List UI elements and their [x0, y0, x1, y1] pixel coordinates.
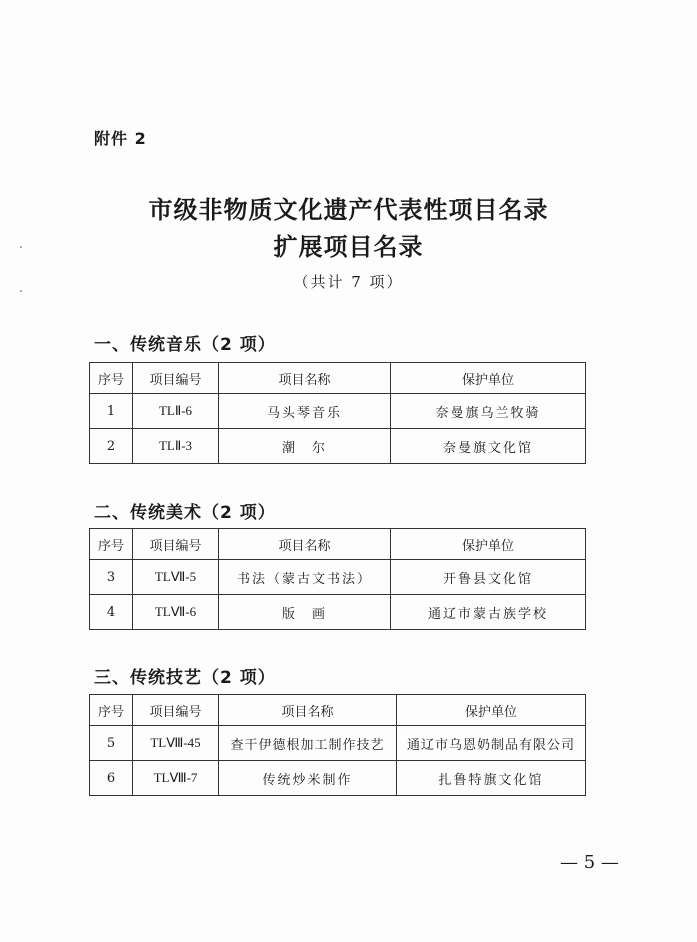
table-row [90, 429, 586, 464]
cell-code: TLⅡ-6 [133, 394, 219, 429]
header-code: 项目编号 [133, 363, 219, 394]
table-header-row [90, 529, 586, 560]
cell-code: TLⅧ-45 [133, 726, 219, 761]
cell-name: 查干伊德根加工制作技艺 [219, 726, 397, 761]
cell-code: TLⅡ-3 [133, 429, 219, 464]
cell-name: 马头琴音乐 [219, 394, 391, 429]
cell-name: 版 画 [219, 595, 391, 630]
header-seq: 序号 [90, 529, 133, 560]
cell-code: TLⅦ-6 [133, 595, 219, 630]
cell-seq: 6 [90, 761, 133, 796]
cell-seq: 2 [90, 429, 133, 464]
cell-code: TLⅦ-5 [133, 560, 219, 595]
cell-code: TLⅧ-7 [133, 761, 219, 796]
table-craft [89, 694, 586, 796]
table-row [90, 726, 586, 761]
table-row [90, 761, 586, 796]
attachment-label: 附件 2 [94, 129, 147, 148]
header-name: 项目名称 [219, 529, 391, 560]
header-unit: 保护单位 [397, 695, 586, 726]
page-number: — 5 — [560, 852, 619, 873]
cell-seq: 1 [90, 394, 133, 429]
header-name: 项目名称 [219, 363, 391, 394]
cell-seq: 4 [90, 595, 133, 630]
table-header-row [90, 695, 586, 726]
section-heading-music: 一、传统音乐（2 项） [94, 335, 276, 355]
table-music [89, 362, 586, 464]
cell-seq: 5 [90, 726, 133, 761]
cell-unit: 开鲁县文化馆 [391, 560, 586, 595]
cell-unit: 奈曼旗乌兰牧骑 [391, 394, 586, 429]
cell-unit: 扎鲁特旗文化馆 [397, 761, 586, 796]
header-code: 项目编号 [133, 529, 219, 560]
header-code: 项目编号 [133, 695, 219, 726]
cell-unit: 奈曼旗文化馆 [391, 429, 586, 464]
cell-seq: 3 [90, 560, 133, 595]
header-unit: 保护单位 [391, 529, 586, 560]
table-art [89, 528, 586, 630]
cell-name: 书法（蒙古文书法） [219, 560, 391, 595]
section-heading-craft: 三、传统技艺（2 项） [94, 668, 276, 688]
table-row [90, 560, 586, 595]
header-name: 项目名称 [219, 695, 397, 726]
section-heading-art: 二、传统美术（2 项） [94, 503, 276, 523]
header-seq: 序号 [90, 363, 133, 394]
table-row [90, 595, 586, 630]
table-row [90, 394, 586, 429]
header-seq: 序号 [90, 695, 133, 726]
item-count: （共计 7 项） [293, 273, 404, 291]
cell-unit: 通辽市乌恩奶制品有限公司 [397, 726, 586, 761]
header-unit: 保护单位 [391, 363, 586, 394]
document-subtitle-title: 扩展项目名录 [273, 232, 424, 261]
cell-unit: 通辽市蒙古族学校 [391, 595, 586, 630]
cell-name: 传统炒米制作 [219, 761, 397, 796]
document-title: 市级非物质文化遗产代表性项目名录 [148, 195, 549, 224]
table-header-row [90, 363, 586, 394]
cell-name: 潮 尔 [219, 429, 391, 464]
